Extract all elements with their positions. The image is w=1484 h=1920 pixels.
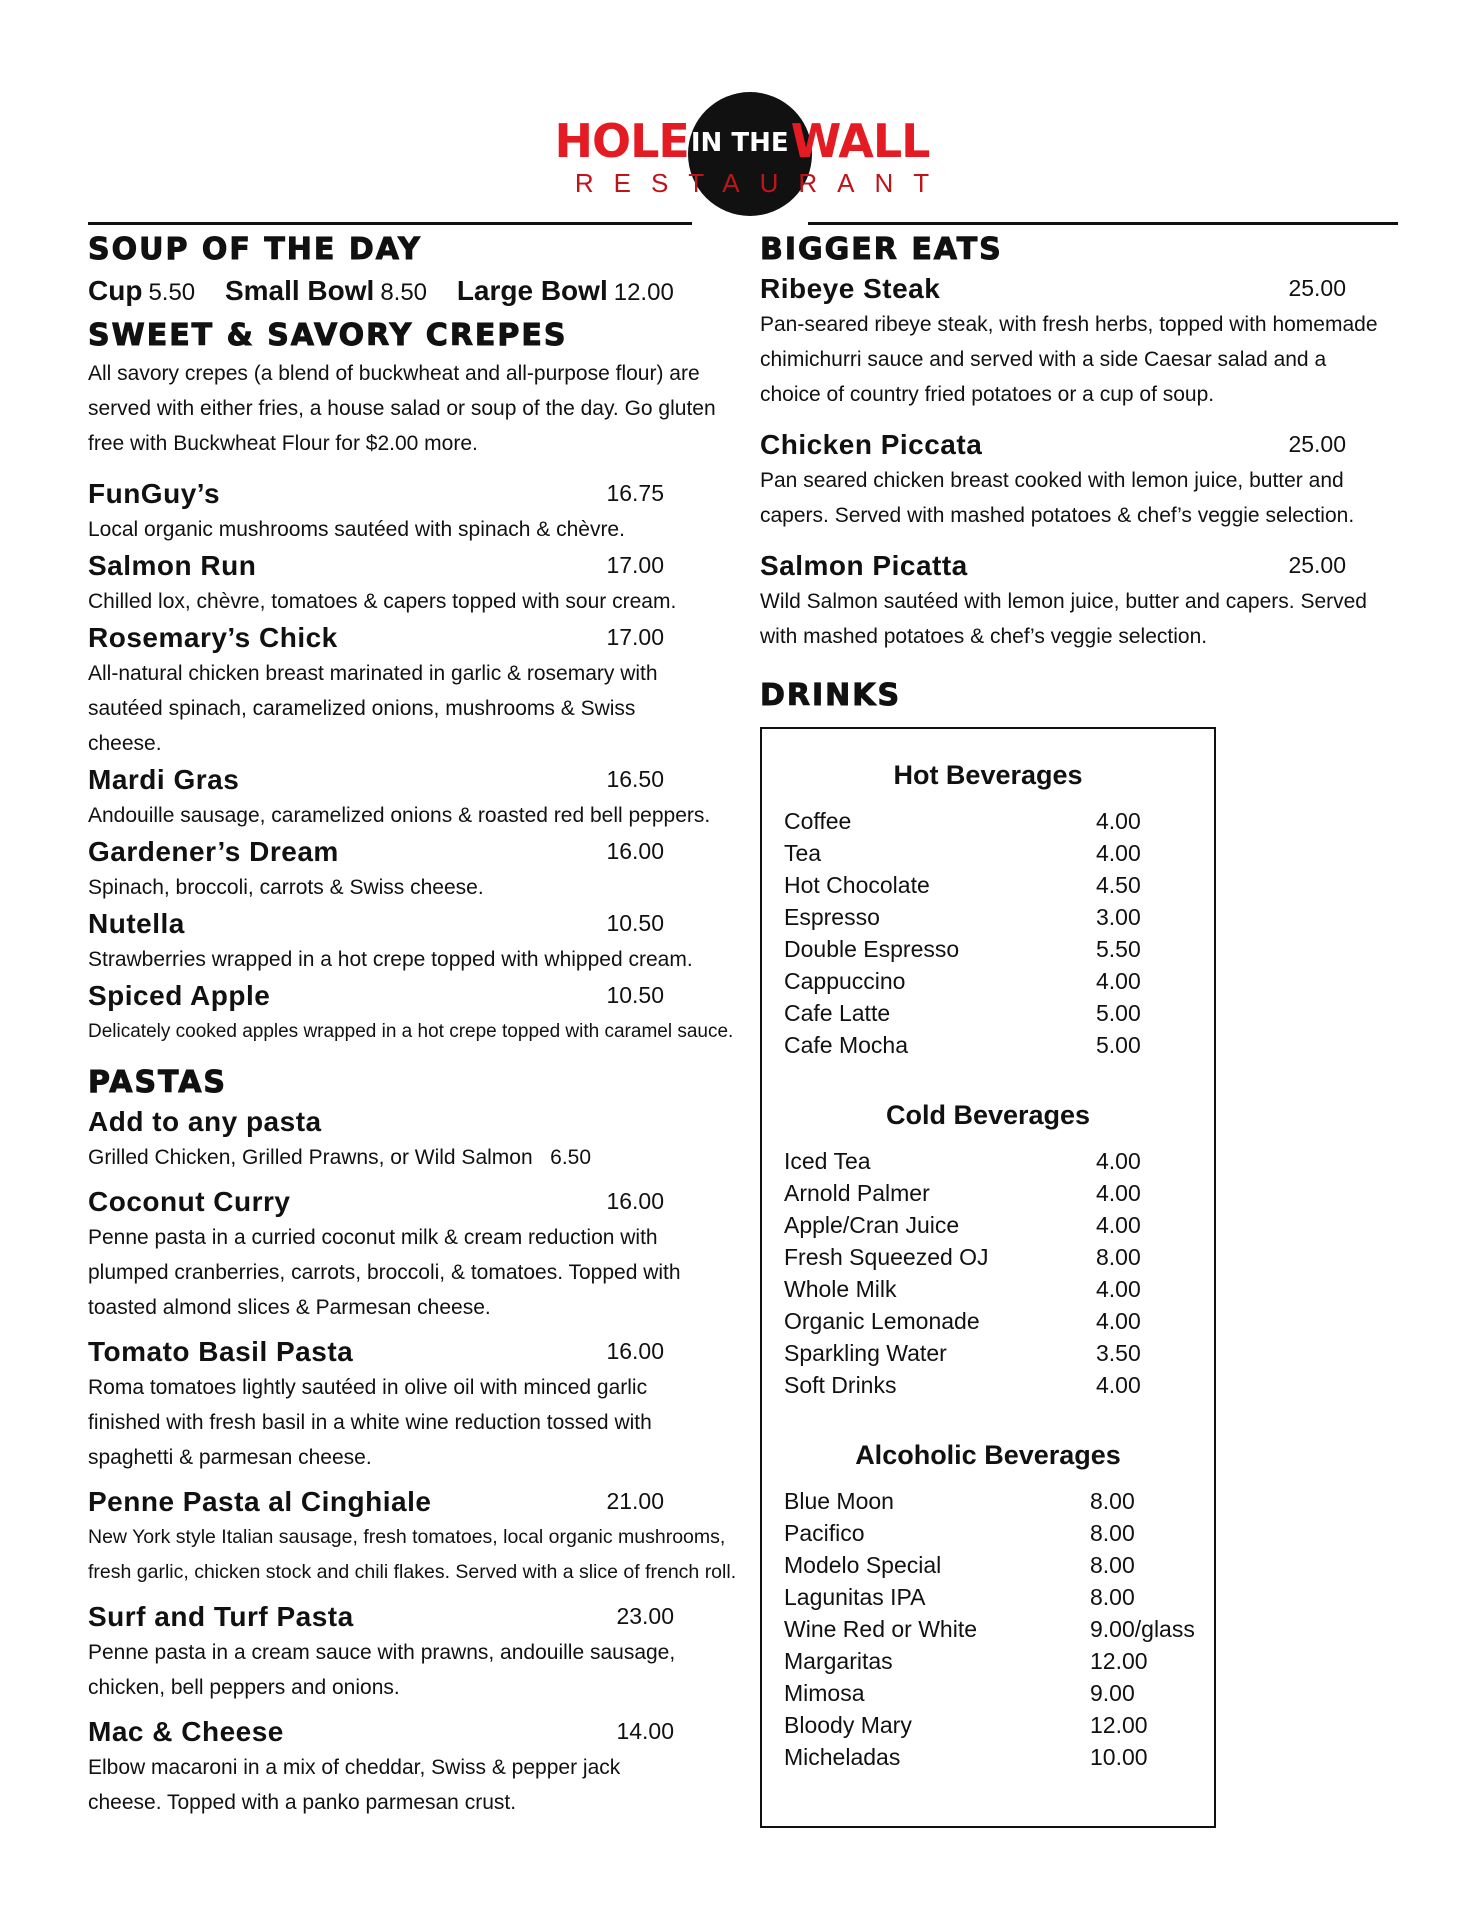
drink-price: 12.00 bbox=[1090, 1712, 1148, 1738]
drink-item bbox=[784, 1549, 1214, 1581]
menu-item bbox=[760, 547, 1367, 654]
drink-item bbox=[784, 805, 1214, 837]
drink-item bbox=[784, 1305, 1214, 1337]
drink-price: 4.00 bbox=[1096, 968, 1141, 994]
menu-item bbox=[88, 1598, 674, 1705]
item-name: Chicken Piccata bbox=[760, 429, 983, 460]
item-name: Mardi Gras bbox=[88, 764, 240, 795]
header-rule-right bbox=[808, 222, 1398, 225]
drink-price: 4.00 bbox=[1096, 1308, 1141, 1334]
drink-price: 4.00 bbox=[1096, 1276, 1141, 1302]
bigger-eats-section-title: BIGGER EATS bbox=[760, 232, 1003, 267]
drinks-box bbox=[760, 727, 1216, 1828]
item-price: 16.00 bbox=[606, 1338, 664, 1364]
drink-price: 4.00 bbox=[1096, 840, 1141, 866]
soup-size-label: Small Bowl bbox=[224, 275, 375, 306]
item-name: Coconut Curry bbox=[88, 1186, 291, 1217]
menu-item bbox=[760, 426, 1355, 533]
drink-price: 8.00 bbox=[1090, 1488, 1135, 1514]
item-price: 25.00 bbox=[1288, 431, 1346, 457]
item-description: Roma tomatoes lightly sautéed in olive oil with minced garlic finished with fresh basil in a white wine reduction tossed with spaghetti & parmesan cheese. bbox=[88, 1376, 652, 1469]
item-name: Surf and Turf Pasta bbox=[88, 1601, 354, 1632]
drink-price: 4.00 bbox=[1096, 1212, 1141, 1238]
drink-list bbox=[784, 1145, 1214, 1401]
header-rule-left bbox=[88, 222, 692, 225]
drinks-section-title: DRINKS bbox=[760, 678, 902, 713]
drink-item bbox=[784, 869, 1214, 901]
drink-price: 8.00 bbox=[1096, 1244, 1141, 1270]
soup-size-label: Large Bowl bbox=[456, 275, 608, 306]
drink-item bbox=[784, 1209, 1214, 1241]
drink-name: Apple/Cran Juice bbox=[784, 1212, 960, 1238]
item-description: Elbow macaroni in a mix of cheddar, Swiss & pepper jack cheese. Topped with a panko parmesan crust. bbox=[88, 1756, 621, 1814]
drink-price: 4.50 bbox=[1096, 872, 1141, 898]
item-name: Nutella bbox=[88, 908, 185, 939]
menu-item bbox=[88, 547, 677, 619]
logo-wordmark bbox=[0, 114, 1484, 168]
soup-size-label: Cup bbox=[88, 275, 143, 306]
soup-size-price: 12.00 bbox=[613, 279, 674, 306]
drink-item bbox=[784, 1369, 1214, 1401]
menu-item bbox=[88, 905, 693, 977]
soup-sizes bbox=[88, 272, 738, 312]
item-description: Pan-seared ribeye steak, with fresh herbs, topped with homemade chimichurri sauce and served with a side Caesar salad and a choice of country fried potatoes or a cup of soup. bbox=[760, 313, 1378, 406]
drink-name: Cafe Latte bbox=[784, 1000, 891, 1026]
drink-name: Arnold Palmer bbox=[784, 1180, 930, 1206]
drink-name: Blue Moon bbox=[784, 1488, 894, 1514]
drink-list bbox=[784, 1485, 1214, 1773]
drink-name: Modelo Special bbox=[784, 1552, 942, 1578]
drink-price: 4.00 bbox=[1096, 808, 1141, 834]
drink-name: Mimosa bbox=[784, 1680, 865, 1706]
drink-price: 3.50 bbox=[1096, 1340, 1141, 1366]
drink-list bbox=[784, 805, 1214, 1061]
drink-item bbox=[784, 1709, 1214, 1741]
drink-item bbox=[784, 901, 1214, 933]
drink-price: 5.50 bbox=[1096, 936, 1141, 962]
drink-price: 8.00 bbox=[1090, 1552, 1135, 1578]
drink-item bbox=[784, 1485, 1214, 1517]
soup-size-price: 8.50 bbox=[380, 279, 428, 306]
drink-name: Espresso bbox=[784, 904, 880, 930]
drink-item bbox=[784, 1029, 1214, 1061]
item-description: Spinach, broccoli, carrots & Swiss cheese. bbox=[88, 876, 484, 899]
menu-item bbox=[88, 1333, 664, 1475]
crepes-intro: All savory crepes (a blend of buckwheat and all-purpose flour) are served with either fries, a house salad or soup of the day. Go gluten free with Buckwheat Flour for $2.00 more. bbox=[88, 362, 716, 455]
drink-price: 4.00 bbox=[1096, 1148, 1141, 1174]
drink-name: Fresh Squeezed OJ bbox=[784, 1244, 989, 1270]
pastas-section-title: PASTAS bbox=[88, 1065, 228, 1100]
logo-restaurant: RESTAURANT bbox=[574, 168, 950, 198]
drink-item bbox=[784, 1677, 1214, 1709]
item-name: Spiced Apple bbox=[88, 980, 271, 1011]
drink-item bbox=[784, 1581, 1214, 1613]
item-price: 17.00 bbox=[606, 552, 664, 578]
logo-wall: WALL bbox=[790, 114, 930, 168]
item-description: All-natural chicken breast marinated in garlic & rosemary with sautéed spinach, caramelized onions, mushrooms & Swiss cheese. bbox=[88, 662, 658, 755]
item-description: New York style Italian sausage, fresh tomatoes, local organic mushrooms, fresh garlic, chicken stock and chili flakes. Served with a slice of french roll. bbox=[88, 1526, 737, 1583]
menu-item bbox=[88, 475, 664, 547]
drink-item bbox=[784, 1177, 1214, 1209]
drink-name: Soft Drinks bbox=[784, 1372, 897, 1398]
item-price: 14.00 bbox=[616, 1718, 674, 1744]
item-price: 21.00 bbox=[606, 1488, 664, 1514]
drink-item bbox=[784, 1241, 1214, 1273]
drink-name: Bloody Mary bbox=[784, 1712, 912, 1738]
item-name: Tomato Basil Pasta bbox=[88, 1336, 354, 1367]
item-description: Penne pasta in a cream sauce with prawns, andouille sausage, chicken, bell peppers and onions. bbox=[88, 1641, 676, 1699]
menu-item bbox=[88, 761, 711, 833]
drink-price: 8.00 bbox=[1090, 1584, 1135, 1610]
drink-item bbox=[784, 1337, 1214, 1369]
drink-group-title: Cold Beverages bbox=[885, 1100, 1091, 1130]
drink-item bbox=[784, 1145, 1214, 1177]
drink-price: 4.00 bbox=[1096, 1180, 1141, 1206]
drink-price: 9.00/glass bbox=[1090, 1616, 1195, 1642]
drink-name: Micheladas bbox=[784, 1744, 901, 1770]
menu-item bbox=[88, 619, 664, 761]
drink-item bbox=[784, 1645, 1214, 1677]
drink-name: Whole Milk bbox=[784, 1276, 897, 1302]
drink-name: Coffee bbox=[784, 808, 852, 834]
drink-price: 9.00 bbox=[1090, 1680, 1135, 1706]
pasta-addon-title: Add to any pasta bbox=[88, 1106, 322, 1137]
drink-name: Cappuccino bbox=[784, 968, 906, 994]
item-description: Strawberries wrapped in a hot crepe topped with whipped cream. bbox=[88, 948, 693, 971]
soup-section-title: SOUP OF THE DAY bbox=[88, 232, 422, 267]
drink-item bbox=[784, 997, 1214, 1029]
drink-name: Margaritas bbox=[784, 1648, 893, 1674]
item-price: 16.00 bbox=[606, 838, 664, 864]
drink-price: 5.00 bbox=[1096, 1032, 1141, 1058]
item-name: Gardener’s Dream bbox=[88, 836, 339, 867]
drink-name: Organic Lemonade bbox=[784, 1308, 980, 1334]
item-name: Ribeye Steak bbox=[760, 273, 941, 304]
item-name: FunGuy’s bbox=[88, 478, 221, 509]
item-price: 16.50 bbox=[606, 766, 664, 792]
item-price: 25.00 bbox=[1288, 275, 1346, 301]
item-price: 10.50 bbox=[606, 910, 664, 936]
menu-item bbox=[88, 1713, 674, 1820]
drink-item bbox=[784, 1517, 1214, 1549]
soup-size-price: 5.50 bbox=[148, 279, 196, 306]
left-column bbox=[88, 230, 738, 1820]
pasta-addon-text: Grilled Chicken, Grilled Prawns, or Wild Salmon 6.50 bbox=[88, 1146, 592, 1169]
drink-name: Hot Chocolate bbox=[784, 872, 930, 898]
item-price: 16.75 bbox=[606, 480, 664, 506]
drink-price: 4.00 bbox=[1096, 1372, 1141, 1398]
logo-in-the: IN THE bbox=[690, 128, 789, 158]
drink-name: Cafe Mocha bbox=[784, 1032, 909, 1058]
menu-item bbox=[88, 833, 664, 905]
drink-price: 12.00 bbox=[1090, 1648, 1148, 1674]
drink-item bbox=[784, 933, 1214, 965]
item-description: Local organic mushrooms sautéed with spinach & chèvre. bbox=[88, 518, 625, 541]
drink-item bbox=[784, 1613, 1214, 1645]
item-price: 16.00 bbox=[606, 1188, 664, 1214]
item-description: Penne pasta in a curried coconut milk & cream reduction with plumped cranberries, carrots, broccoli, & tomatoes. Topped with toasted almond slices & Parmesan cheese. bbox=[88, 1226, 681, 1319]
drink-item bbox=[784, 1273, 1214, 1305]
logo-hole: HOLE bbox=[554, 114, 689, 168]
restaurant-logo bbox=[0, 92, 1484, 222]
drink-price: 8.00 bbox=[1090, 1520, 1135, 1546]
item-description: Andouille sausage, caramelized onions & roasted red bell peppers. bbox=[88, 804, 711, 827]
drink-name: Tea bbox=[784, 840, 822, 866]
drink-name: Sparkling Water bbox=[784, 1340, 947, 1366]
drink-item bbox=[784, 965, 1214, 997]
menu-item bbox=[88, 977, 734, 1049]
drink-name: Iced Tea bbox=[784, 1148, 871, 1174]
drink-item bbox=[784, 837, 1214, 869]
right-column bbox=[760, 230, 1400, 716]
item-description: Pan seared chicken breast cooked with lemon juice, butter and capers. Served with mashed potatoes & chef’s veggie selection. bbox=[760, 469, 1355, 527]
drink-group-title: Alcoholic Beverages bbox=[855, 1440, 1121, 1470]
menu-item bbox=[88, 1483, 737, 1590]
item-name: Salmon Run bbox=[88, 550, 257, 581]
item-name: Rosemary’s Chick bbox=[88, 622, 338, 653]
drink-name: Pacifico bbox=[784, 1520, 865, 1546]
item-name: Mac & Cheese bbox=[88, 1716, 284, 1747]
item-price: 23.00 bbox=[616, 1603, 674, 1629]
item-description: Wild Salmon sautéed with lemon juice, butter and capers. Served with mashed potatoes & chef’s veggie selection. bbox=[760, 590, 1367, 648]
crepes-section-title: SWEET & SAVORY CREPES bbox=[88, 318, 568, 353]
drink-price: 3.00 bbox=[1096, 904, 1141, 930]
drink-price: 10.00 bbox=[1090, 1744, 1148, 1770]
menu-item bbox=[760, 270, 1378, 412]
menu-item bbox=[88, 1183, 681, 1325]
item-description: Chilled lox, chèvre, tomatoes & capers topped with sour cream. bbox=[88, 590, 677, 613]
drink-price: 5.00 bbox=[1096, 1000, 1141, 1026]
drink-name: Double Espresso bbox=[784, 936, 960, 962]
drink-name: Wine Red or White bbox=[784, 1616, 978, 1642]
item-price: 25.00 bbox=[1288, 552, 1346, 578]
item-description: Delicately cooked apples wrapped in a hot crepe topped with caramel sauce. bbox=[88, 1021, 734, 1042]
drink-name: Lagunitas IPA bbox=[784, 1584, 926, 1610]
item-name: Salmon Picatta bbox=[760, 550, 968, 581]
item-name: Penne Pasta al Cinghiale bbox=[88, 1486, 432, 1517]
item-price: 10.50 bbox=[606, 982, 664, 1008]
drink-group-title: Hot Beverages bbox=[893, 760, 1083, 790]
drink-item bbox=[784, 1741, 1214, 1773]
item-price: 17.00 bbox=[606, 624, 664, 650]
